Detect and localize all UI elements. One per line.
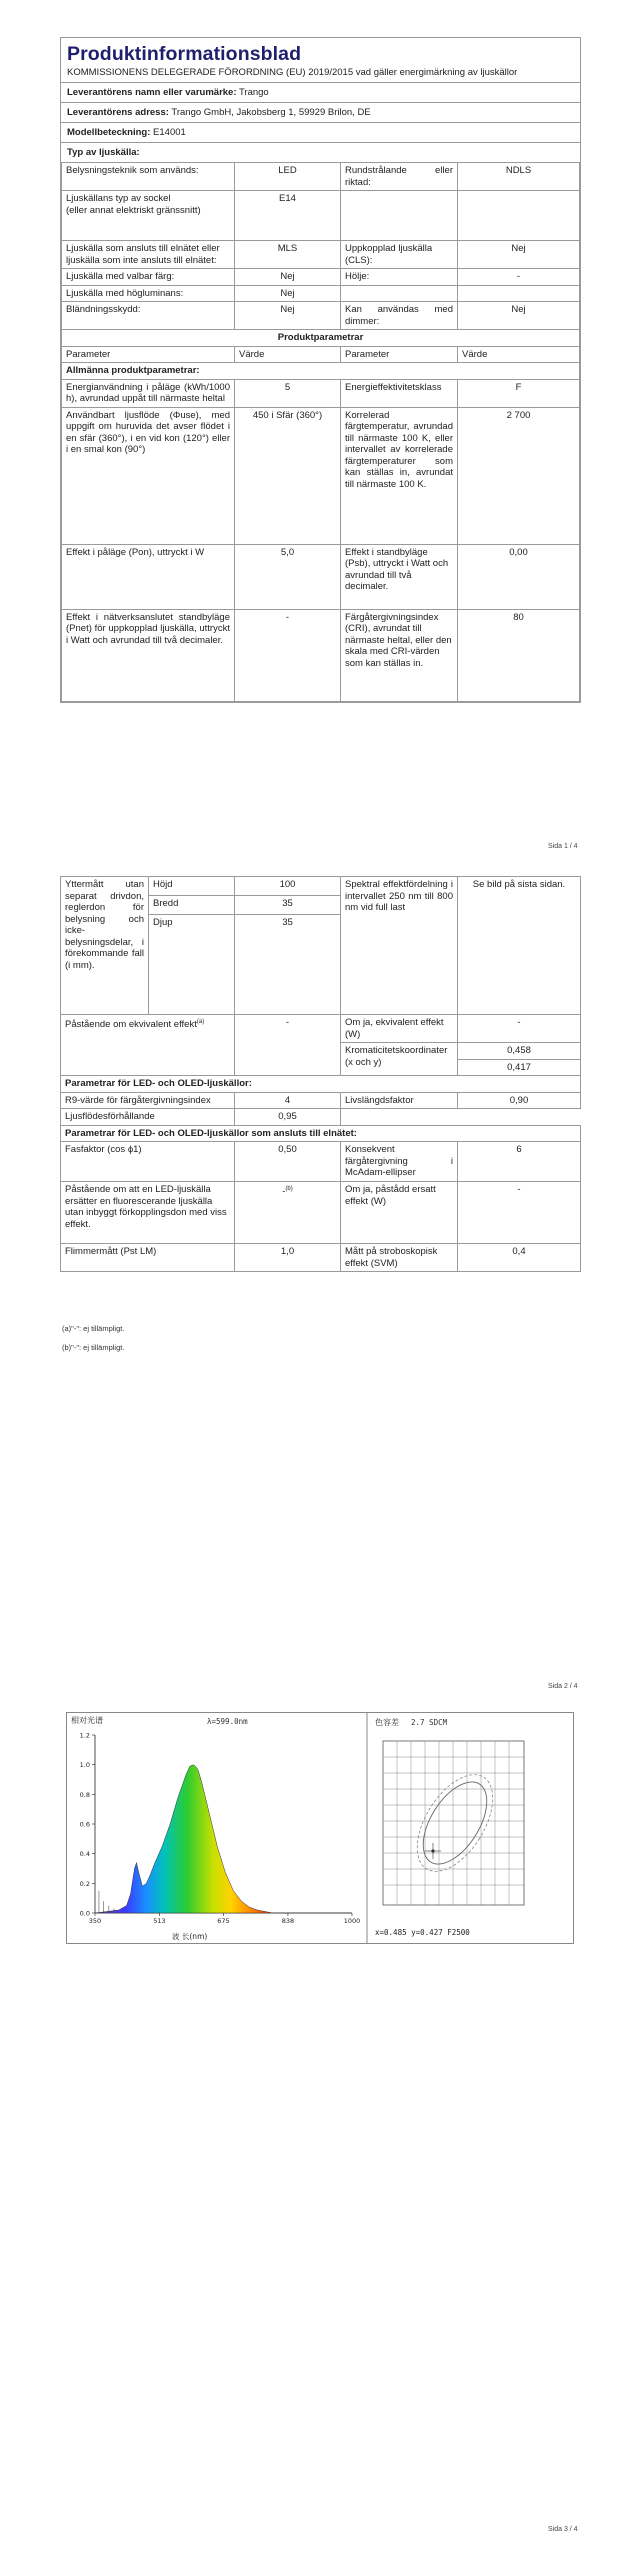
svm-label: Mått på stroboskopisk effekt (SVM) bbox=[341, 1244, 458, 1272]
param-label: Effekt i nätverksanslutet standbyläge (Pnet) för uppkopplad ljuskälla, uttryckt i Watt och avrundad till två decimaler. bbox=[62, 609, 235, 701]
type-row bbox=[62, 285, 580, 302]
document-title: Produktinformationsblad bbox=[67, 43, 302, 65]
macadam-value: 6 bbox=[458, 1142, 581, 1182]
led-heading-row bbox=[61, 1076, 581, 1093]
y-tick-label: 0.0 bbox=[79, 1909, 90, 1918]
spectral-value: Se bild på sista sidan. bbox=[458, 877, 581, 1015]
replace-row bbox=[61, 1182, 581, 1244]
y-tick-label: 0.4 bbox=[79, 1850, 90, 1859]
pf-value: 0,50 bbox=[235, 1142, 341, 1182]
equiv-claim-text: Påstående om ekvivalent effekt bbox=[65, 1019, 197, 1031]
life-value: 0,90 bbox=[458, 1092, 581, 1109]
x-tick-label: 350 bbox=[88, 1917, 102, 1925]
param-value: 450 i Sfär (360°) bbox=[235, 407, 341, 544]
type-label: Uppkopplad ljuskälla (CLS): bbox=[341, 241, 458, 269]
replace-label: Påstående om att en LED-ljuskälla ersätter en fluorescerande ljuskälla utan inbyggt förkopplingsdon med viss effekt. bbox=[61, 1182, 235, 1244]
spectrum-peak-label: λ=599.0nm bbox=[207, 1717, 248, 1726]
page-number: Sida 1 / 4 bbox=[548, 843, 578, 850]
supplier-name-row bbox=[61, 83, 580, 103]
chroma-y: 0,417 bbox=[507, 1061, 531, 1073]
flicker-value: 1,0 bbox=[235, 1244, 341, 1272]
y-tick-label: 1.0 bbox=[79, 1761, 90, 1770]
x-tick-label: 838 bbox=[281, 1917, 295, 1925]
type-row bbox=[62, 241, 580, 269]
type-row bbox=[62, 269, 580, 286]
pf-row bbox=[61, 1142, 581, 1182]
y-tick-label: 0.6 bbox=[79, 1820, 90, 1829]
chroma-grid bbox=[383, 1741, 524, 1905]
type-value: NDLS bbox=[458, 163, 580, 191]
product-info-sheet bbox=[60, 37, 581, 703]
param-value: 80 bbox=[458, 609, 580, 701]
param-label: Energieffektivitetsklass bbox=[341, 379, 458, 407]
equiv-row bbox=[61, 1015, 581, 1043]
col-header-param: Parameter bbox=[341, 346, 458, 363]
params-table-2 bbox=[60, 876, 581, 1272]
svm-value: 0,4 bbox=[458, 1244, 581, 1272]
header bbox=[61, 38, 580, 83]
replace-value bbox=[235, 1182, 341, 1244]
supplier-name-label: Leverantörens namn eller varumärke: bbox=[67, 87, 237, 98]
param-label: Användbart ljusflöde (Φuse), med uppgift om huruvida det avser flödet i en sfär (360°), i en vid kon (120°) eller i en smal kon (90°) bbox=[62, 407, 235, 544]
type-value: Nej bbox=[235, 269, 341, 286]
type-label bbox=[341, 285, 458, 302]
col-header-value: Värde bbox=[458, 346, 580, 363]
type-value: Nej bbox=[458, 241, 580, 269]
type-value: Nej bbox=[458, 302, 580, 330]
type-label: Hölje: bbox=[341, 269, 458, 286]
type-heading-row bbox=[61, 143, 580, 162]
footnote-a: (a)"-": ej tillämpligt. bbox=[62, 1324, 125, 1333]
type-value: Nej bbox=[235, 285, 341, 302]
flux-label: Ljusflödesförhållande bbox=[61, 1109, 235, 1126]
led-params-heading: Parametrar för LED- och OLED-ljuskällor: bbox=[61, 1076, 581, 1093]
supplier-name-value: Trango bbox=[238, 87, 269, 98]
equiv-claim-value: - bbox=[235, 1015, 341, 1076]
macadam-label: Konsekvent färgåtergivning i McAdam-ellipser bbox=[341, 1142, 458, 1182]
type-label: Kan användas med dimmer: bbox=[341, 302, 458, 330]
param-value: 2 700 bbox=[458, 407, 580, 544]
type-row bbox=[62, 191, 580, 241]
equiv-w-label: Om ja, ekvivalent effekt (W) bbox=[341, 1015, 458, 1043]
col-header-value: Värde bbox=[235, 346, 341, 363]
param-value: 0,00 bbox=[458, 544, 580, 609]
model-label: Modellbeteckning: bbox=[67, 127, 151, 138]
dim-label: Djup bbox=[149, 915, 235, 1015]
measurement-svg bbox=[67, 1713, 573, 1943]
param-row bbox=[62, 407, 580, 544]
r9-value: 4 bbox=[235, 1092, 341, 1109]
param-label: Effekt i påläge (Pon), uttryckt i W bbox=[62, 544, 235, 609]
chroma-value bbox=[458, 1043, 581, 1076]
footnote-b: (b)"-": ej tillämpligt. bbox=[62, 1343, 125, 1352]
supplier-address-row bbox=[61, 103, 580, 123]
type-row bbox=[62, 163, 580, 191]
footnote-ref-b: (b) bbox=[285, 1186, 293, 1192]
type-value: MLS bbox=[235, 241, 341, 269]
type-label bbox=[341, 191, 458, 241]
spectrum-xlabel: 波 长(nm) bbox=[172, 1932, 208, 1941]
param-row bbox=[62, 609, 580, 701]
measurement-figure bbox=[66, 1712, 574, 1944]
replace-value-text: - bbox=[282, 1186, 286, 1198]
spectrum-plot bbox=[95, 1765, 352, 1913]
dims-row bbox=[61, 877, 581, 896]
model-row bbox=[61, 123, 580, 143]
column-header-row bbox=[62, 346, 580, 363]
type-table bbox=[61, 162, 580, 702]
regulation-subtitle: KOMMISSIONENS DELEGERADE FÖRORDNING (EU) 2019/2015 vad gäller energimärkning av ljuskällor bbox=[67, 67, 518, 78]
param-value: 5,0 bbox=[235, 544, 341, 609]
type-label: Ljuskälla som ansluts till elnätet eller ljuskälla som inte ansluts till elnätet: bbox=[62, 241, 235, 269]
x-tick-label: 1000 bbox=[343, 1917, 361, 1925]
x-tick-label: 513 bbox=[153, 1917, 166, 1925]
outer-dims-label: Yttermått utan separat drivdon, reglerdon för belysning och icke-belysningsdelar, i förekommande fall (i mm). bbox=[61, 877, 149, 1015]
spectrum-ylabel: 相对光谱 bbox=[71, 1716, 103, 1725]
type-value: Nej bbox=[235, 302, 341, 330]
page-number: Sida 3 / 4 bbox=[548, 2526, 578, 2533]
claimed-label: Om ja, påstådd ersatt effekt (W) bbox=[341, 1182, 458, 1244]
spectrum-area bbox=[95, 1765, 352, 1913]
general-heading-row bbox=[62, 363, 580, 380]
spectral-label: Spektral effektfördelning i intervallet 250 nm till 800 nm vid full last bbox=[341, 877, 458, 1015]
claimed-value: - bbox=[458, 1182, 581, 1244]
type-label: Belysningsteknik som används: bbox=[62, 163, 235, 191]
equiv-claim-label bbox=[61, 1015, 235, 1076]
param-label: Energianvändning i påläge (kWh/1000 h), avrundad uppåt till närmaste heltal bbox=[62, 379, 235, 407]
y-tick-label: 1.2 bbox=[79, 1731, 90, 1740]
param-label: Korrelerad färgtemperatur, avrundad till närmaste 100 K, eller intervallet av korrelerade färgtemperaturer som kan ställas in, avrundat till närmaste 100 K. bbox=[341, 407, 458, 544]
dim-value: 35 bbox=[235, 896, 341, 915]
type-label: Rundstrålande eller riktad: bbox=[341, 163, 458, 191]
x-tick-label: 675 bbox=[217, 1917, 230, 1925]
general-params-heading: Allmänna produktparametrar: bbox=[62, 363, 580, 380]
type-value: LED bbox=[235, 163, 341, 191]
type-label: Ljuskällans typ av sockel (eller annat elektriskt gränssnitt) bbox=[62, 191, 235, 241]
flux-empty bbox=[341, 1109, 581, 1126]
param-label: Effekt i standbyläge (Psb), uttryckt i Watt och avrundad till två decimaler. bbox=[341, 544, 458, 609]
product-params-heading-row bbox=[62, 330, 580, 347]
type-value: E14 bbox=[235, 191, 341, 241]
r9-label: R9-värde för färgåtergivningsindex bbox=[61, 1092, 235, 1109]
page-number: Sida 2 / 4 bbox=[548, 1683, 578, 1690]
param-row bbox=[62, 379, 580, 407]
type-label: Bländningsskydd: bbox=[62, 302, 235, 330]
type-label: Ljuskälla med högluminans: bbox=[62, 285, 235, 302]
y-tick-label: 0.2 bbox=[79, 1879, 90, 1888]
param-value: 5 bbox=[235, 379, 341, 407]
dim-value: 100 bbox=[235, 877, 341, 896]
equiv-w-value: - bbox=[458, 1015, 581, 1043]
col-header-param: Parameter bbox=[62, 346, 235, 363]
product-info-sheet-cont bbox=[60, 876, 581, 1272]
param-value: - bbox=[235, 609, 341, 701]
dim-value: 35 bbox=[235, 915, 341, 1015]
chroma-label: Kromaticitetskoordinater (x och y) bbox=[341, 1043, 458, 1076]
pf-label: Fasfaktor (cos ϕ1) bbox=[61, 1142, 235, 1182]
model-value: E14001 bbox=[153, 127, 186, 138]
supplier-address-label: Leverantörens adress: bbox=[67, 107, 169, 118]
flux-value: 0,95 bbox=[235, 1109, 341, 1126]
sdcm-label: 2.7 SDCM bbox=[411, 1718, 448, 1727]
flicker-row bbox=[61, 1244, 581, 1272]
chroma-panel-title: 色容差 bbox=[375, 1718, 399, 1727]
dim-label: Bredd bbox=[149, 896, 235, 915]
supplier-address-value: Trango GmbH, Jakobsberg 1, 59929 Brilon, DE bbox=[171, 107, 371, 118]
mains-heading-row bbox=[61, 1125, 581, 1142]
type-heading: Typ av ljuskälla: bbox=[67, 147, 140, 158]
type-row bbox=[62, 302, 580, 330]
flux-row bbox=[61, 1109, 581, 1126]
r9-row bbox=[61, 1092, 581, 1109]
product-params-heading: Produktparametrar bbox=[62, 330, 580, 347]
y-tick-label: 0.8 bbox=[79, 1790, 90, 1799]
param-row bbox=[62, 544, 580, 609]
mains-params-heading: Parametrar för LED- och OLED-ljuskällor som ansluts till elnätet: bbox=[61, 1125, 581, 1142]
type-value bbox=[458, 191, 580, 241]
flicker-label: Flimmermått (Pst LM) bbox=[61, 1244, 235, 1272]
chroma-readout: x=0.485 y=0.427 F2500 bbox=[375, 1928, 470, 1937]
chroma-x: 0,458 bbox=[458, 1045, 580, 1060]
life-label: Livslängdsfaktor bbox=[341, 1092, 458, 1109]
type-label: Ljuskälla med valbar färg: bbox=[62, 269, 235, 286]
type-value: - bbox=[458, 269, 580, 286]
param-value: F bbox=[458, 379, 580, 407]
type-value bbox=[458, 285, 580, 302]
param-label: Färgåtergivningsindex (CRI), avrundat till närmaste heltal, eller den skala med CRI-värden som kan ställas in. bbox=[341, 609, 458, 701]
footnote-ref-a: (a) bbox=[196, 1019, 205, 1025]
dim-label: Höjd bbox=[149, 877, 235, 896]
